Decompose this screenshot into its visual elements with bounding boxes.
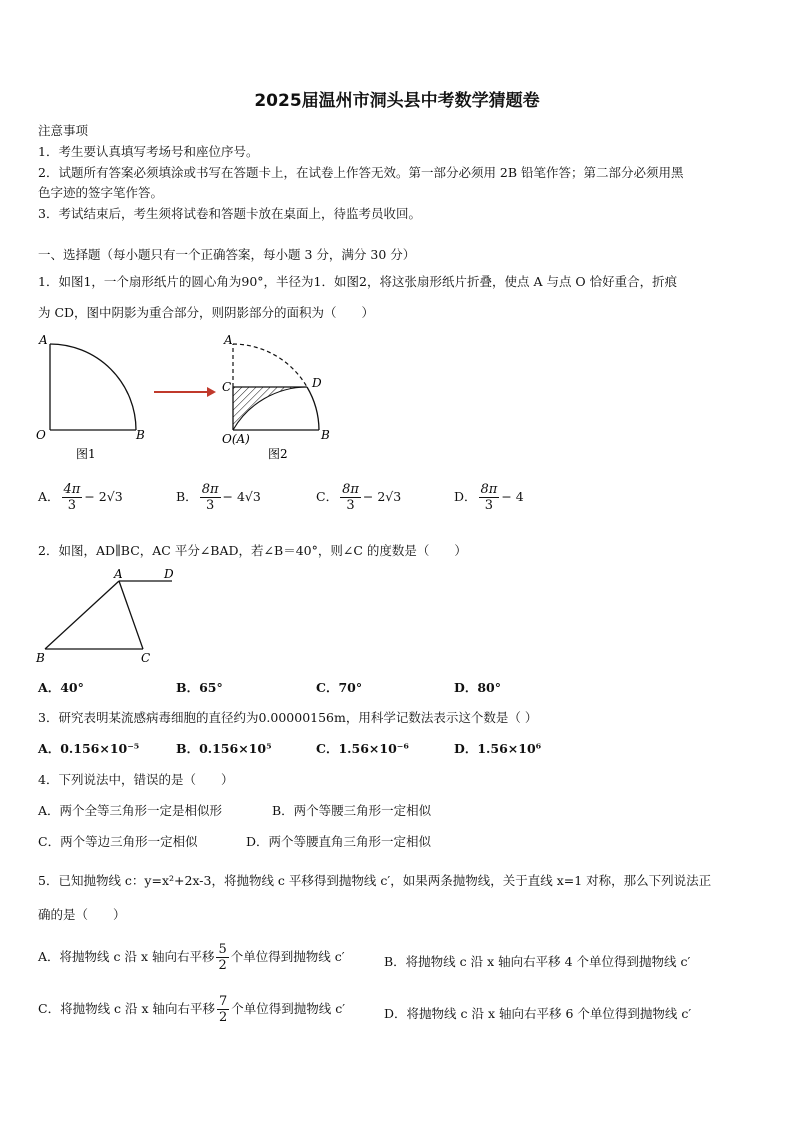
question-1-text: 为 CD，图中阴影为重合部分，则阴影部分的面积为（ ） — [38, 305, 375, 320]
option-b[interactable]: B．65° — [176, 680, 223, 695]
notice-item: 3．考试结束后，考生须将试卷和答题卡放在桌面上，待监考员收回。 — [38, 206, 421, 221]
question-2-text: 2．如图，AD∥BC，AC 平分∠BAD，若∠B＝40°，则∠C 的度数是（ ） — [38, 543, 467, 558]
option-b[interactable]: B．0.156×10⁵ — [176, 741, 272, 756]
option-c[interactable]: C．将抛物线 c 沿 x 轴向右平移 $\frac{7}{2}$ 个单位得到抛物线 c′ — [38, 994, 346, 1025]
label-a: A — [114, 567, 123, 581]
option-d[interactable]: D． $\frac{8\pi}{3}$ − 4 — [454, 482, 524, 513]
fig2-label-b: B — [321, 428, 330, 442]
option-d[interactable]: D．80° — [454, 680, 501, 695]
fig2-label-c: C — [222, 380, 232, 394]
fig1-label-b: B — [136, 428, 145, 442]
question-1-text: 1．如图1，一个扇形纸片的圆心角为90°，半径为1．如图2，将这张扇形纸片折叠，使点 A 与点 O 恰好重合，折痕 — [38, 274, 678, 289]
fig1-arc — [50, 344, 136, 430]
option-c[interactable]: C．1.56×10⁻⁶ — [316, 741, 409, 756]
fig1-label-o: O — [36, 428, 46, 442]
fig1-label-a: A — [39, 333, 48, 347]
option-b[interactable]: B．将抛物线 c 沿 x 轴向右平移 4 个单位得到抛物线 c′ — [384, 954, 691, 969]
option-b[interactable]: B． $\frac{8\pi}{3}$ − 4√3 — [176, 482, 261, 513]
segment-ac — [119, 581, 143, 649]
arrow-head-icon — [207, 387, 216, 397]
fig2-caption: 图2 — [268, 447, 288, 461]
notice-item: 2．试题所有答案必须填涂或书写在答题卡上，在试卷上作答无效。第一部分必须用 2B 铅笔作答；第二部分必须用黑 — [38, 165, 684, 180]
label-d: D — [164, 567, 174, 581]
fraction: $\frac{8\pi}{3}$ — [201, 482, 219, 513]
question-2-figure — [30, 566, 190, 666]
option-c[interactable]: C．两个等边三角形一定相似 — [38, 834, 198, 849]
option-a[interactable]: A．将抛物线 c 沿 x 轴向右平移 $\frac{5}{2}$ 个单位得到抛物线 c′ — [38, 942, 345, 973]
fig1-caption: 图1 — [76, 447, 96, 461]
question-1-figure — [30, 330, 350, 465]
notice-item: 1．考生要认真填写考场号和座位序号。 — [38, 144, 259, 159]
label-b: B — [36, 651, 45, 665]
question-5-text: 5．已知抛物线 c：y=x²+2x-3，将抛物线 c 平移得到抛物线 c′，如果两条抛物线，关于直线 x=1 对称，那么下列说法正 — [38, 873, 712, 888]
fig2-arc-dashed — [233, 344, 307, 387]
fig2-shaded-region — [233, 387, 307, 430]
fraction: $\frac{7}{2}$ — [219, 994, 228, 1025]
option-a[interactable]: A．0.156×10⁻⁵ — [38, 741, 140, 756]
fig2-arc — [307, 387, 319, 430]
fraction: $\frac{4\pi}{3}$ — [63, 482, 81, 513]
fig2-label-oa: O(A) — [222, 432, 250, 446]
question-4-text: 4．下列说法中，错误的是（ ） — [38, 772, 234, 787]
fraction: $\frac{8\pi}{3}$ — [342, 482, 359, 513]
page-title: 2025届温州市洞头县中考数学猜题卷 — [254, 91, 540, 111]
question-3-text: 3．研究表明某流感病毒细胞的直径约为0.00000156m，用科学记数法表示这个数是（ ） — [38, 710, 538, 725]
segment-ab — [45, 581, 119, 649]
label-c: C — [141, 651, 151, 665]
option-a[interactable]: A． $\frac{4\pi}{3}$ − 2√3 — [38, 482, 123, 513]
option-b[interactable]: B．两个等腰三角形一定相似 — [272, 803, 432, 818]
notice-heading: 注意事项 — [38, 123, 89, 138]
option-a[interactable]: A．两个全等三角形一定是相似形 — [38, 803, 223, 818]
section-heading: 一、选择题（每小题只有一个正确答案，每小题 3 分，满分 30 分） — [38, 247, 416, 262]
fraction: $\frac{5}{2}$ — [218, 942, 227, 973]
option-d[interactable]: D．将抛物线 c 沿 x 轴向右平移 6 个单位得到抛物线 c′ — [384, 1006, 692, 1021]
question-5-text: 确的是（ ） — [38, 907, 126, 922]
option-a[interactable]: A．40° — [38, 680, 84, 695]
option-c[interactable]: C．70° — [316, 680, 363, 695]
option-d[interactable]: D．1.56×10⁶ — [454, 741, 542, 756]
fig2-label-d: D — [312, 376, 322, 390]
option-d[interactable]: D．两个等腰直角三角形一定相似 — [246, 834, 432, 849]
fraction: $\frac{8\pi}{3}$ — [480, 482, 498, 513]
option-c[interactable]: C． $\frac{8\pi}{3}$ − 2√3 — [316, 482, 402, 513]
fig2-label-a: A — [224, 333, 233, 347]
notice-item: 色字迹的签字笔作答。 — [38, 185, 164, 200]
